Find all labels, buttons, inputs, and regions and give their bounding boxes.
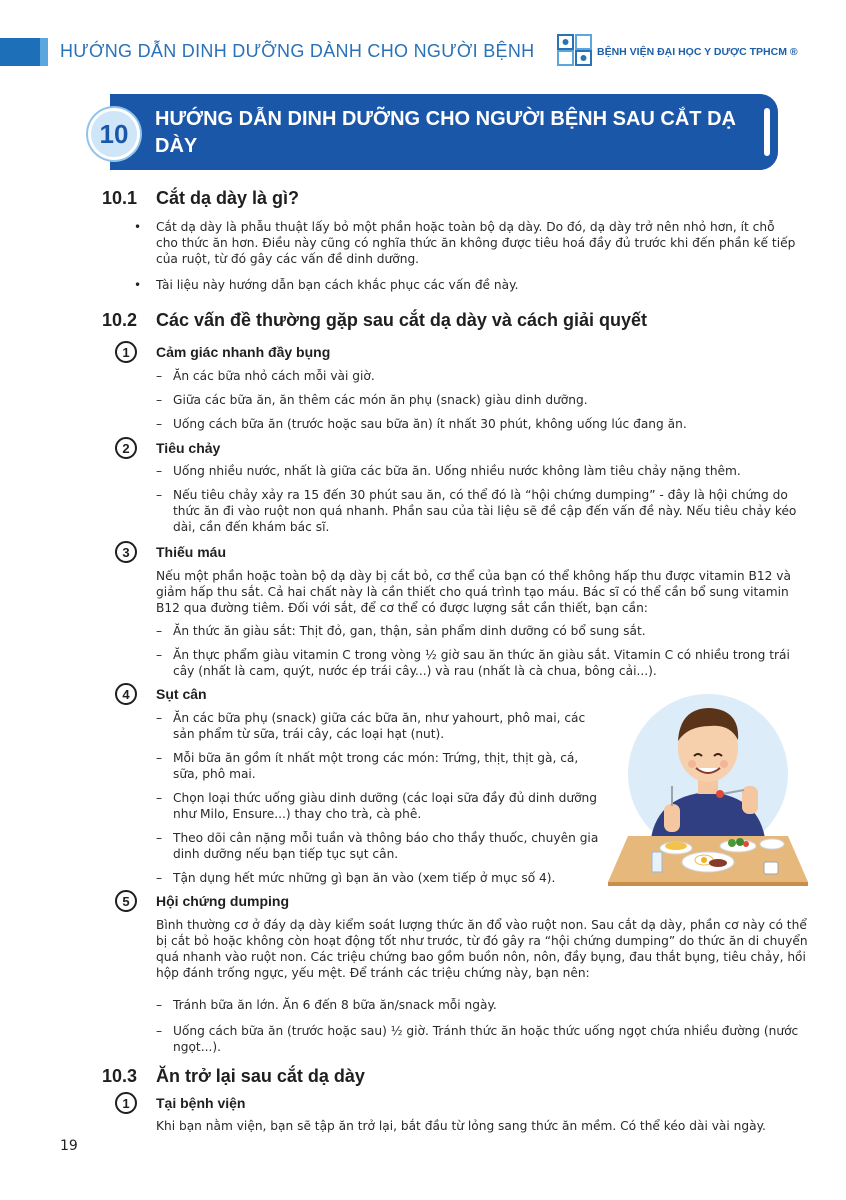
item-number-circle: 2	[115, 437, 137, 459]
item-number-circle: 4	[115, 683, 137, 705]
item-number-circle: 1	[115, 1092, 137, 1114]
dash-item: – Theo dõi cân nặng mỗi tuần và thông báo cho thầy thuốc, chuyên gia dinh dưỡng nếu bạn tiếp tục sụt cân.	[173, 830, 605, 862]
item-heading: Hội chứng dumping	[156, 893, 290, 909]
item-number-circle: 3	[115, 541, 137, 563]
chapter-title: HƯỚNG DẪN DINH DƯỠNG CHO NGƯỜI BỆNH SAU CẮT DẠ DÀY	[155, 108, 736, 157]
bullet-item: • Tài liệu này hướng dẫn bạn cách khắc phục các vấn đề này.	[156, 277, 796, 293]
item-heading: Sụt cân	[156, 686, 207, 702]
section-title: Cắt dạ dày là gì?	[156, 188, 300, 208]
section-title: Các vấn đề thường gặp sau cắt dạ dày và cách giải quyết	[156, 310, 647, 330]
header-accent-bar	[0, 38, 40, 66]
dash-item: – Mỗi bữa ăn gồm ít nhất một trong các món: Trứng, thịt, thịt gà, cá, sữa, phô mai.	[173, 750, 605, 782]
paragraph: Khi bạn nằm viện, bạn sẽ tập ăn trở lại, bắt đầu từ lỏng sang thức ăn mềm. Có thể kéo dài vài ngày.	[156, 1119, 766, 1133]
dash-item: – Uống cách bữa ăn (trước hoặc sau) ½ giờ. Tránh thức ăn hoặc thức uống ngọt chứa nhiều đường (nước ngọt...).	[173, 1023, 813, 1055]
chapter-number-badge	[88, 108, 140, 160]
dash-item: – Uống nhiều nước, nhất là giữa các bữa ăn. Uống nhiều nước không làm tiêu chảy nặng thêm.	[173, 463, 803, 479]
dash-item: – Uống cách bữa ăn (trước hoặc sau bữa ăn) ít nhất 30 phút, không uống lúc đang ăn.	[173, 416, 803, 432]
paragraph: Bình thường cơ ở đáy dạ dày kiểm soát lượng thức ăn đổ vào ruột non. Sau cắt dạ dày, phần cơ này có thể bị cắt bỏ hoặc không còn hoạt động tốt như trước, từ đó gây ra “hội chứng dumping” do thức ăn di chuyển quá nhanh vào ruột non. Các triệu chứng bao gồm buồn nôn, nôn, đầy bụng, đau thắt bụng, tiêu chảy, hồi hộp đánh trống ngực, yếu mệt. Để tránh các triệu chứng này, bạn nên:	[156, 918, 808, 980]
header-accent-bar-light	[40, 38, 48, 66]
item-number-circle: 1	[115, 341, 137, 363]
section-heading-10-1	[102, 188, 299, 209]
dash-item: – Giữa các bữa ăn, ăn thêm các món ăn phụ (snack) giàu dinh dưỡng.	[173, 392, 803, 408]
hospital-name: BỆNH VIỆN ĐẠI HỌC Y DƯỢC TPHCM ®	[597, 46, 798, 58]
dash-item: – Tận dụng hết mức những gì bạn ăn vào (xem tiếp ở mục số 4).	[173, 870, 605, 886]
section-heading-10-3	[102, 1066, 365, 1087]
header-title: HƯỚNG DẪN DINH DƯỠNG DÀNH CHO NGƯỜI BỆNH	[60, 41, 535, 61]
page-number: 19	[60, 1138, 78, 1154]
dash-item: – Ăn các bữa nhỏ cách mỗi vài giờ.	[173, 368, 803, 384]
paragraph: Nếu một phần hoặc toàn bộ dạ dày bị cắt bỏ, cơ thể của bạn có thể không hấp thu được vitamin B12 và giảm hấp thu sắt. Cả hai chất này là cần thiết cho quá trình tạo máu. Bác sĩ có thể cần bổ sung vitamin B12 qua đường tiêm. Đối với sắt, để cơ thể có được lượng sắt cần thiết, bạn cần:	[156, 569, 791, 615]
item-number-circle: 5	[115, 890, 137, 912]
dash-item: – Chọn loại thức uống giàu dinh dưỡng (các loại sữa đầy đủ dinh dưỡng như Milo, Ensure...) thay cho trà, cà phê.	[173, 790, 605, 822]
dash-item: – Nếu tiêu chảy xảy ra 15 đến 30 phút sau ăn, có thể đó là “hội chứng dumping” - đây là hội chứng do thức ăn đi vào ruột non quá nhanh. Phần sau của tài liệu sẽ đề cập đến vấn đề này. Nếu tiêu chảy kéo dài, cần đến khám bác sĩ.	[173, 487, 803, 535]
chapter-number: 10	[99, 118, 129, 149]
dash-item: – Ăn các bữa phụ (snack) giữa các bữa ăn, như yahourt, phô mai, các sản phẩm từ sữa, trái cây, các loại hạt (nut).	[173, 710, 605, 742]
item-heading: Cảm giác nhanh đầy bụng	[156, 344, 331, 360]
dash-item: – Ăn thực phẩm giàu vitamin C trong vòng ½ giờ sau ăn thức ăn giàu sắt. Vitamin C có nhiều trong trái cây (nhất là cam, quýt, nước ép trái cây...) và rau (nhất là cà chua, bông cải...).	[173, 647, 803, 679]
man-eating-illustration	[602, 686, 814, 886]
item-heading: Tại bệnh viện	[156, 1095, 246, 1111]
section-number: 10.1	[102, 188, 138, 208]
hospital-logo	[557, 33, 593, 67]
item-heading: Thiếu máu	[156, 544, 227, 560]
dash-item: – Ăn thức ăn giàu sắt: Thịt đỏ, gan, thận, sản phẩm dinh dưỡng có bổ sung sắt.	[173, 623, 803, 639]
section-number: 10.3	[102, 1066, 138, 1086]
section-heading-10-2	[102, 310, 647, 331]
dash-item: – Tránh bữa ăn lớn. Ăn 6 đến 8 bữa ăn/snack mỗi ngày.	[173, 997, 813, 1013]
section-number: 10.2	[102, 310, 138, 330]
bullet-item: • Cắt dạ dày là phẫu thuật lấy bỏ một phần hoặc toàn bộ dạ dày. Do đó, dạ dày trở nên nhỏ hơn, ít chỗ cho thức ăn hơn. Điều này cũng có nghĩa thức ăn không được tiêu hoá đầy đủ trước khi đến phần kế tiếp của ruột, từ đó gây các vấn đề dinh dưỡng.	[156, 219, 796, 267]
section-title: Ăn trở lại sau cắt dạ dày	[156, 1066, 365, 1086]
item-heading: Tiêu chảy	[156, 440, 221, 456]
